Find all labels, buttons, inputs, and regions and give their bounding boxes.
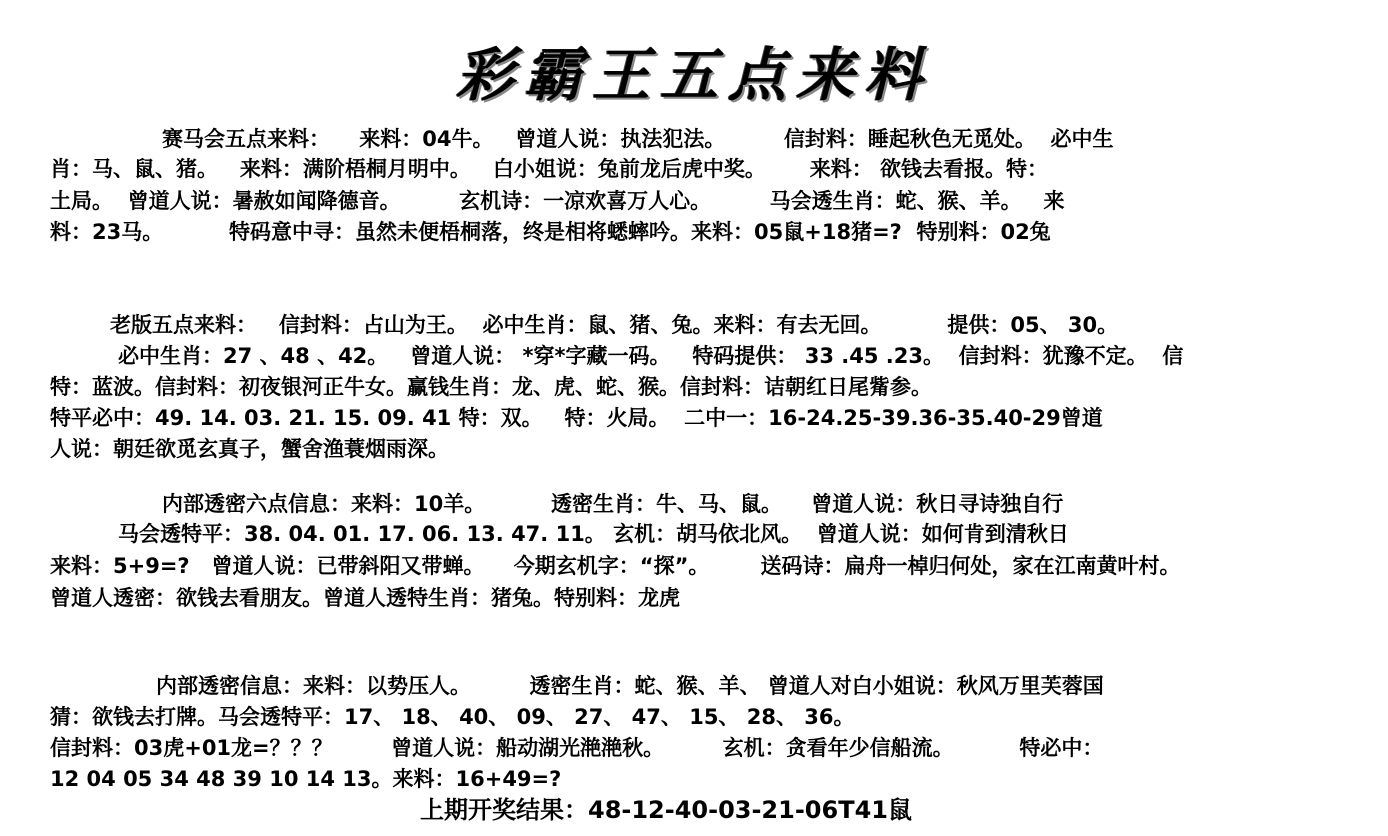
text-line: 内部透密信息：来料：以势压人。 透密生肖：蛇、猴、羊、 曾道人对白小姐说：秋风万里芙蓉国 <box>156 674 1104 698</box>
text-line: 猜：欲钱去打牌。马会透特平：17、 18、 40、 09、 27、 47、 15、 28、 36。 <box>50 705 855 729</box>
text-line: 特：蓝波。信封料：初夜银河正牛女。赢钱生肖：龙、虎、蛇、猴。信封料：诘朝红日尾觜参。 <box>50 375 932 399</box>
text-line: 土局。 曾道人说：暑赦如闻降德音。 玄机诗：一凉欢喜万人心。 马会透生肖：蛇、猴、羊。 来 <box>50 189 1065 213</box>
text-line: 来料：5+9=? 曾道人说：已带斜阳又带蝉。 今期玄机字：“探”。 送码诗：扁舟一棹归何处，家在江南黄叶村。 <box>50 554 1181 578</box>
text-line: 特平必中：49. 14. 03. 21. 15. 09. 41 特：双。 特：火局。 二中一：16-24.25-39.36-35.40-29曾道 <box>50 406 1103 430</box>
text-line: 信封料：03虎+01龙=？？？ 曾道人说：船动湖光滟滟秋。 玄机：贪看年少信船流。 特必中： <box>50 736 1104 760</box>
text-line: 料：23马。 特码意中寻：虽然未便梧桐落，终是相将蟋蟀吟。来料：05鼠+18猪=? 特别料：02兔 <box>50 220 1051 244</box>
page-title: 彩霸王五点来料 <box>455 41 932 109</box>
text-line: 曾道人透密：欲钱去看朋友。曾道人透特生肖：猪兔。特别料：龙虎 <box>50 586 680 610</box>
text-line: 赛马会五点来料： 来料：04牛。 曾道人说：执法犯法。 信封料：睡起秋色无觅处。 必中生 <box>162 127 1114 151</box>
last-draw-result: 上期开奖结果：48-12-40-03-21-06T41鼠 <box>420 796 912 824</box>
text-line: 12 04 05 34 48 39 10 14 13。来料：16+49=? <box>50 767 562 791</box>
text-line: 肖：马、鼠、猪。 来料：满阶梧桐月明中。 白小姐说：兔前龙后虎中奖。 来料： 欲钱去看报。特： <box>50 157 1049 181</box>
text-line: 人说：朝廷欲觅玄真子，蟹舍渔蓑烟雨深。 <box>50 437 449 461</box>
text-line: 老版五点来料： 信封料：占山为王。 必中生肖：鼠、猪、兔。来料：有去无回。 提供：05、 30。 <box>110 313 1119 337</box>
text-line: 马会透特平：38. 04. 01. 17. 06. 13. 47. 11。 玄机：胡马依北风。 曾道人说：如何肯到清秋日 <box>118 522 1069 546</box>
text-line: 必中生肖：27 、48 、42。 曾道人说： *穿*字藏一码。 特码提供： 33 .45 .23。 信封料：犹豫不定。 信 <box>118 344 1184 368</box>
text-line: 内部透密六点信息：来料：10羊。 透密生肖：牛、马、鼠。 曾道人说：秋日寻诗独自行 <box>162 492 1064 516</box>
